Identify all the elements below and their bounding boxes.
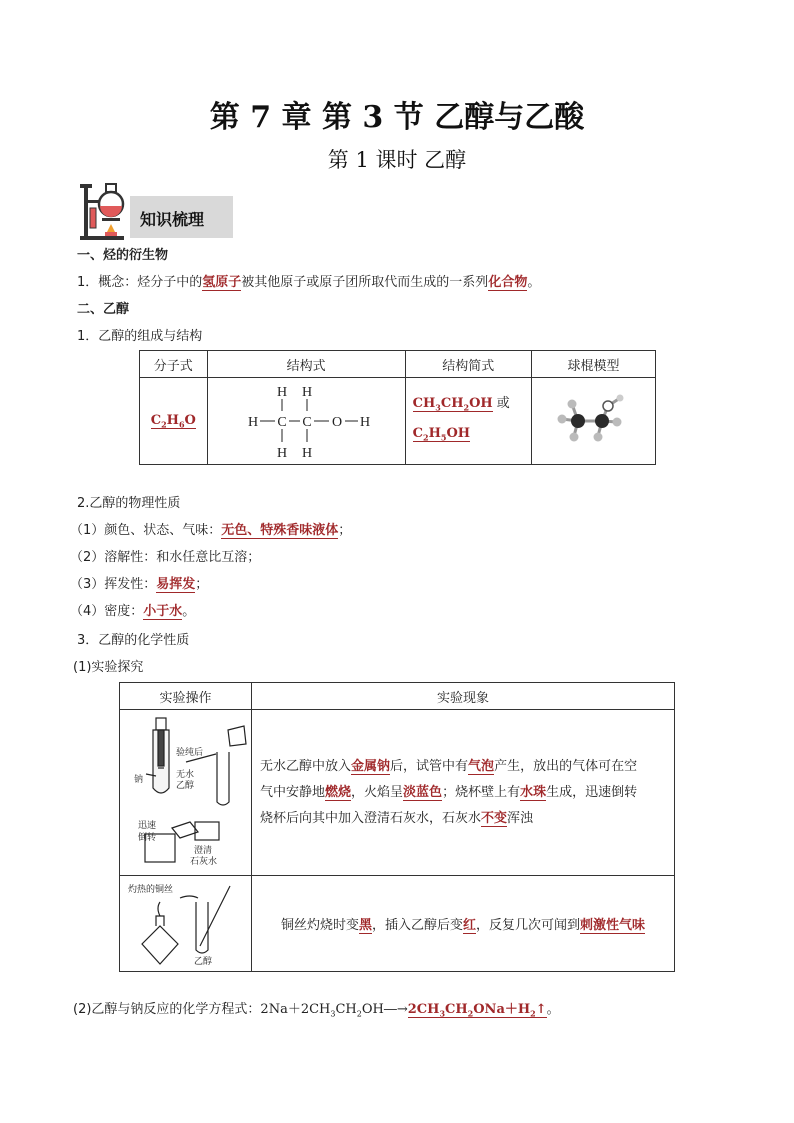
answer-span: 氢原子 xyxy=(202,275,242,290)
observation-line: 烧杯后向其中加入澄清石灰水，石灰水不变浑浊 xyxy=(260,810,534,826)
answer-span: 刺激性气味 xyxy=(580,918,646,933)
text-span: 1．概念：烃分子中的 xyxy=(77,275,203,290)
section-heading: 二、乙醇 xyxy=(77,302,130,317)
text-span: （3）挥发性： xyxy=(70,577,157,592)
answer-span: 金属钠 xyxy=(351,758,391,774)
atom-label: H xyxy=(276,446,287,461)
observation-line: 无水乙醇中放入金属钠后，试管中有气泡产生，放出的气体可在空 xyxy=(260,758,638,774)
diagram-label: 验纯后 xyxy=(176,747,204,757)
answer-span: 燃烧 xyxy=(325,784,352,800)
ball-stick-model-image xyxy=(532,378,655,464)
section-heading: 一、烃的衍生物 xyxy=(77,248,169,263)
text-span: 或 xyxy=(492,396,510,412)
structural-formula-cell xyxy=(207,378,405,465)
diagram-label: 无水 xyxy=(176,769,195,779)
text-span: ； xyxy=(338,523,352,538)
diagram-label: 石灰水 xyxy=(190,856,218,866)
answer-span: 黑 xyxy=(358,918,372,933)
diagram-label: 乙醇 xyxy=(176,780,195,790)
table-header: 结构简式 xyxy=(405,351,531,378)
answer-span: 小于水 xyxy=(143,604,183,619)
diagram-label: 灼热的铜丝 xyxy=(128,884,174,894)
diagram-label: 乙醇 xyxy=(194,956,213,966)
diagram-label: 澄清 xyxy=(194,845,213,855)
equation-answer: $2CH_3CH_2ONa+H_2↑$ xyxy=(407,1002,547,1019)
subsection-heading: 3．乙醇的化学性质 xyxy=(77,633,190,648)
property-line xyxy=(70,519,351,538)
subsection-heading: 2.乙醇的物理性质 xyxy=(77,496,181,511)
atom-label: H xyxy=(359,415,370,430)
atom-label: H xyxy=(301,446,312,461)
answer-span: 淡蓝色 xyxy=(403,784,443,800)
section-badge xyxy=(130,196,233,238)
simple-formula-line xyxy=(413,421,531,451)
answer-span: 无色、特殊香味液体 xyxy=(221,523,339,538)
atom-label: H xyxy=(301,385,312,400)
simple-formula-cell xyxy=(405,378,531,465)
sodium-experiment-cell xyxy=(120,710,252,876)
lab-flask-icon xyxy=(76,180,132,244)
ball-stick-cell xyxy=(531,378,655,465)
answer-span: 气泡 xyxy=(468,758,495,774)
equation-line: (2)乙醇与钠反应的化学方程式：$2Na+2CH_3CH_2OH―\to 2CH_3CH_2ONa+H_2↑$。 xyxy=(73,1002,560,1019)
definition-line xyxy=(77,271,540,290)
text-span: 被其他原子或原子团所取代而生成的一系列 xyxy=(241,275,489,290)
copper-experiment-cell xyxy=(120,876,252,972)
page-title: 第 7 章 第 3 节 乙醇与乙酸 xyxy=(209,100,585,135)
structural-formula-diagram xyxy=(208,378,405,464)
atom-label: H xyxy=(247,415,258,430)
table-header: 分子式 xyxy=(140,351,208,378)
copper-experiment-image xyxy=(120,876,251,971)
section-badge-label: 知识梳理 xyxy=(140,210,205,229)
lesson-subtitle: 第 1 课时 乙醇 xyxy=(327,148,467,172)
property-line: （2）溶解性：和水任意比互溶； xyxy=(70,550,261,565)
answer-span: 易挥发 xyxy=(156,577,196,592)
subsection-heading: (1)实验探究 xyxy=(73,660,144,675)
property-line xyxy=(70,573,208,592)
text-span: 。 xyxy=(182,604,196,619)
sodium-observation-cell xyxy=(252,710,675,876)
answer-span: 红 xyxy=(463,918,477,933)
experiment-table xyxy=(119,682,675,972)
simple-formula-2: $C_2H_5OH$ xyxy=(412,426,471,443)
text-span: ； xyxy=(195,577,209,592)
table-header: 实验操作 xyxy=(120,683,252,710)
diagram-label: 倒转 xyxy=(138,832,157,842)
atom-label: O xyxy=(331,415,342,430)
answer-span: 不变 xyxy=(481,810,508,826)
sodium-experiment-image xyxy=(120,710,251,875)
property-line xyxy=(70,600,195,619)
simple-formula-line xyxy=(413,391,531,421)
text-span: （4）密度： xyxy=(70,604,144,619)
molecular-formula: $C_2H_6O$ xyxy=(150,412,196,430)
answer-span: 水珠 xyxy=(520,784,547,800)
diagram-label: 迅速 xyxy=(138,820,157,830)
table-header: 球棍模型 xyxy=(531,351,655,378)
structure-table xyxy=(139,350,656,465)
simple-formula-1: $CH_3CH_2OH$ xyxy=(412,396,493,413)
table-header: 结构式 xyxy=(207,351,405,378)
table-header: 实验现象 xyxy=(252,683,675,710)
atom-label: C xyxy=(276,415,287,430)
atom-label: H xyxy=(276,385,287,400)
observation-line: 气中安静地燃烧，火焰呈淡蓝色；烧杯壁上有水珠生成，迅速倒转 xyxy=(260,784,638,800)
text-span: 。 xyxy=(527,275,541,290)
answer-span: 化合物 xyxy=(488,275,528,290)
diagram-label: 钠 xyxy=(134,774,144,784)
subsection-heading: 1．乙醇的组成与结构 xyxy=(77,329,203,344)
text-span: （1）颜色、状态、气味： xyxy=(70,523,222,538)
molecular-formula-cell xyxy=(140,378,208,465)
copper-observation-cell: 铜丝灼烧时变黑，插入乙醇后变红，反复几次可闻到刺激性气味 xyxy=(252,876,675,972)
atom-label: C xyxy=(301,415,312,430)
